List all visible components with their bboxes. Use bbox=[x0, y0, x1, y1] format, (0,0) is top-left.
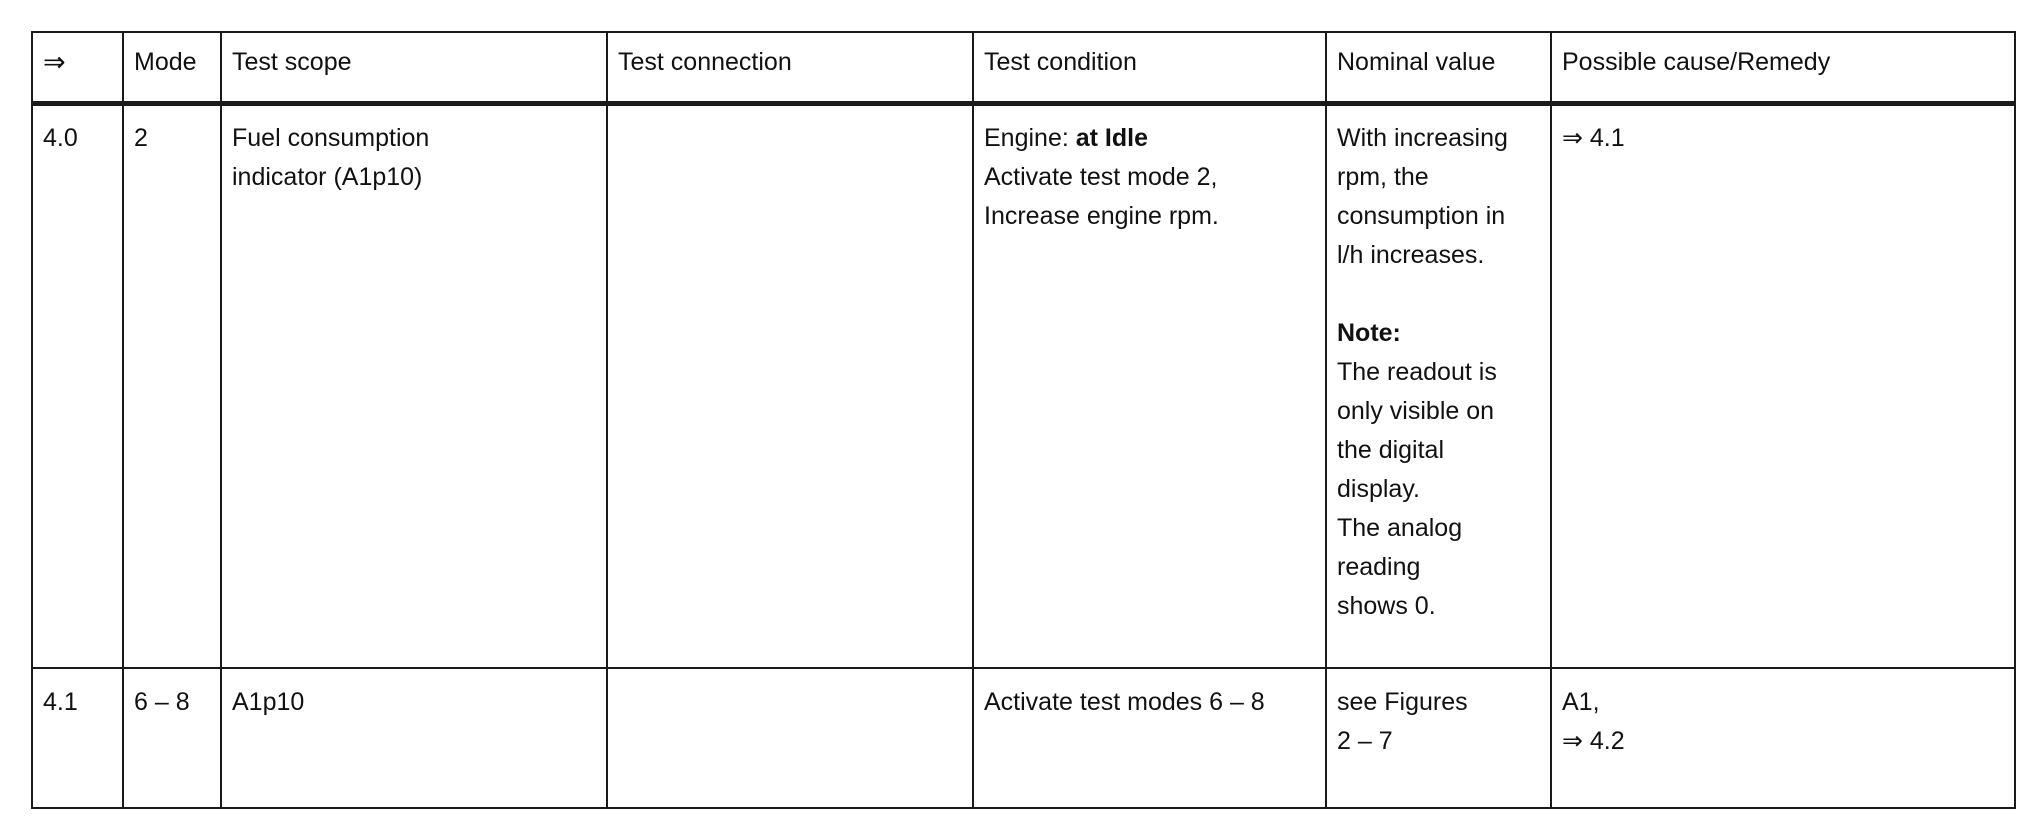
remedy-reference: ⇒ 4.2 bbox=[1562, 727, 1625, 755]
test-condition-label: Engine: bbox=[984, 123, 1076, 152]
test-scope-line: Fuel consumption bbox=[232, 123, 430, 152]
nominal-line: l/h increases. bbox=[1337, 240, 1485, 269]
test-procedure-table bbox=[31, 31, 2016, 809]
test-scope-line: indicator (A1p10) bbox=[232, 162, 423, 191]
header-ref bbox=[32, 32, 123, 103]
cell-ref: 4.0 bbox=[32, 103, 123, 668]
note-line: the digital bbox=[1337, 435, 1445, 464]
nominal-line: rpm, the bbox=[1337, 162, 1429, 191]
header-test-scope: Test scope bbox=[221, 32, 607, 103]
note-line: shows 0. bbox=[1337, 591, 1436, 620]
note-label: Note: bbox=[1337, 318, 1401, 347]
cell-ref: 4.1 bbox=[32, 668, 123, 808]
note-line: The readout is bbox=[1337, 357, 1497, 386]
remedy-reference: ⇒ 4.1 bbox=[1562, 123, 1625, 152]
note-line: The analog bbox=[1337, 513, 1463, 542]
cell-nominal-value bbox=[1326, 668, 1551, 808]
cell-mode: 2 bbox=[123, 103, 221, 668]
cell-test-scope bbox=[221, 103, 607, 668]
note-line: only visible on bbox=[1337, 396, 1495, 425]
cell-test-scope: A1p10 bbox=[221, 668, 607, 808]
header-nominal-value: Nominal value bbox=[1326, 32, 1551, 103]
cell-test-connection bbox=[607, 103, 973, 668]
header-test-connection: Test connection bbox=[607, 32, 973, 103]
header-test-condition: Test condition bbox=[973, 32, 1326, 103]
cell-test-connection bbox=[607, 668, 973, 808]
table-row bbox=[32, 668, 2015, 808]
nominal-line: With increasing bbox=[1337, 123, 1508, 152]
paragraph-gap bbox=[1337, 275, 1540, 314]
header-row bbox=[32, 32, 2015, 103]
test-condition-emphasis: at Idle bbox=[1075, 123, 1148, 152]
test-condition-line bbox=[984, 119, 1315, 158]
cell-nominal-value bbox=[1326, 103, 1551, 668]
note-line: display. bbox=[1337, 474, 1420, 503]
cell-test-condition bbox=[973, 103, 1326, 668]
cell-possible-cause-remedy bbox=[1551, 668, 2015, 808]
test-condition-line: Activate test mode 2, bbox=[984, 162, 1218, 191]
cell-test-condition: Activate test modes 6 – 8 bbox=[973, 668, 1326, 808]
header-mode: Mode bbox=[123, 32, 221, 103]
header-ref-arrow: ⇒ bbox=[43, 47, 66, 77]
cell-mode: 6 – 8 bbox=[123, 668, 221, 808]
header-possible-cause-remedy: Possible cause/Remedy bbox=[1551, 32, 2015, 103]
table-row bbox=[32, 103, 2015, 668]
nominal-line: consumption in bbox=[1337, 201, 1506, 230]
nominal-line: 2 – 7 bbox=[1337, 727, 1393, 755]
nominal-line: see Figures bbox=[1337, 688, 1468, 716]
note-line: reading bbox=[1337, 552, 1421, 581]
cell-possible-cause-remedy bbox=[1551, 103, 2015, 668]
test-condition-line: Increase engine rpm. bbox=[984, 201, 1219, 230]
remedy-line: A1, bbox=[1562, 688, 1600, 716]
